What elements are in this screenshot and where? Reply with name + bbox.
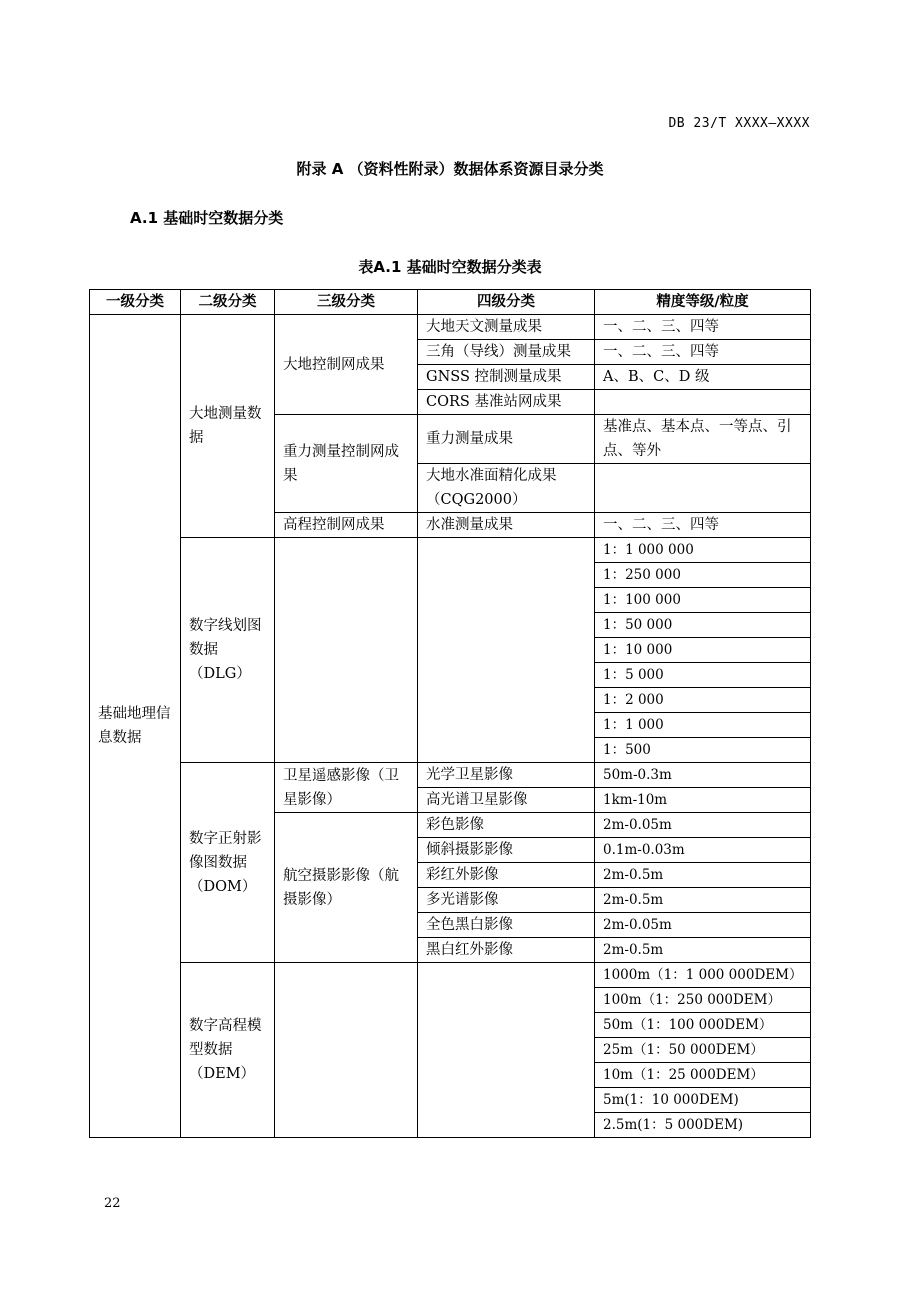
precision-cell bbox=[595, 464, 811, 513]
level3-control-network: 大地控制网成果 bbox=[275, 315, 418, 415]
scale-cell: 1：2 000 bbox=[595, 688, 811, 713]
level4-cell: GNSS 控制测量成果 bbox=[418, 365, 595, 390]
header-level2: 二级分类 bbox=[181, 290, 275, 315]
section-heading: A.1 基础时空数据分类 bbox=[130, 209, 284, 227]
level4-cell: 彩色影像 bbox=[418, 813, 595, 838]
level4-cell: 大地水准面精化成果（CQG2000） bbox=[418, 464, 595, 513]
header-level1: 一级分类 bbox=[90, 290, 181, 315]
page-number: 22 bbox=[104, 1196, 121, 1211]
level3-empty bbox=[275, 538, 418, 763]
header-level4: 四级分类 bbox=[418, 290, 595, 315]
level3-satellite: 卫星遥感影像（卫星影像） bbox=[275, 763, 418, 813]
level4-cell: 高光谱卫星影像 bbox=[418, 788, 595, 813]
precision-cell: 0.1m-0.03m bbox=[595, 838, 811, 863]
precision-cell: A、B、C、D 级 bbox=[595, 365, 811, 390]
scale-cell: 100m（1：250 000DEM） bbox=[595, 988, 811, 1013]
scale-cell: 1：50 000 bbox=[595, 613, 811, 638]
scale-cell: 10m（1：25 000DEM） bbox=[595, 1063, 811, 1088]
document-code: DB 23/T XXXX—XXXX bbox=[668, 116, 810, 131]
scale-cell: 1：100 000 bbox=[595, 588, 811, 613]
level4-cell: CORS 基准站网成果 bbox=[418, 390, 595, 415]
scale-cell: 1：1 000 000 bbox=[595, 538, 811, 563]
scale-cell: 25m（1：50 000DEM） bbox=[595, 1038, 811, 1063]
precision-cell: 2m-0.5m bbox=[595, 888, 811, 913]
level4-cell: 倾斜摄影影像 bbox=[418, 838, 595, 863]
header-level3: 三级分类 bbox=[275, 290, 418, 315]
scale-cell: 5m(1：10 000DEM) bbox=[595, 1088, 811, 1113]
precision-cell: 一、二、三、四等 bbox=[595, 513, 811, 538]
precision-cell: 一、二、三、四等 bbox=[595, 315, 811, 340]
precision-cell: 基准点、基本点、一等点、引点、等外 bbox=[595, 415, 811, 464]
precision-cell: 2m-0.5m bbox=[595, 938, 811, 963]
precision-cell: 2m-0.05m bbox=[595, 913, 811, 938]
precision-cell: 2m-0.05m bbox=[595, 813, 811, 838]
scale-cell: 1：10 000 bbox=[595, 638, 811, 663]
scale-cell: 1：1 000 bbox=[595, 713, 811, 738]
level4-cell: 三角（导线）测量成果 bbox=[418, 340, 595, 365]
table-row bbox=[90, 315, 811, 340]
level3-aerial: 航空摄影影像（航摄影像） bbox=[275, 813, 418, 963]
level4-cell: 重力测量成果 bbox=[418, 415, 595, 464]
scale-cell: 2.5m(1：5 000DEM) bbox=[595, 1113, 811, 1138]
level2-dom: 数字正射影像图数据（DOM） bbox=[181, 763, 275, 963]
table-header-row bbox=[90, 290, 811, 315]
level4-empty bbox=[418, 538, 595, 763]
level1-cell: 基础地理信息数据 bbox=[90, 315, 181, 1138]
level4-cell: 大地天文测量成果 bbox=[418, 315, 595, 340]
table-caption: 表A.1 基础时空数据分类表 bbox=[358, 258, 542, 276]
level4-cell: 光学卫星影像 bbox=[418, 763, 595, 788]
precision-cell: 1km-10m bbox=[595, 788, 811, 813]
level3-empty bbox=[275, 963, 418, 1138]
precision-cell: 一、二、三、四等 bbox=[595, 340, 811, 365]
level4-cell: 彩红外影像 bbox=[418, 863, 595, 888]
level4-cell: 多光谱影像 bbox=[418, 888, 595, 913]
header-precision: 精度等级/粒度 bbox=[595, 290, 811, 315]
level4-empty bbox=[418, 963, 595, 1138]
table-row bbox=[90, 963, 811, 988]
level4-cell: 水准测量成果 bbox=[418, 513, 595, 538]
precision-cell: 50m-0.3m bbox=[595, 763, 811, 788]
scale-cell: 1000m（1：1 000 000DEM） bbox=[595, 963, 811, 988]
scale-cell: 1：5 000 bbox=[595, 663, 811, 688]
level4-cell: 全色黑白影像 bbox=[418, 913, 595, 938]
level3-gravity-network: 重力测量控制网成果 bbox=[275, 415, 418, 513]
scale-cell: 1：250 000 bbox=[595, 563, 811, 588]
scale-cell: 1：500 bbox=[595, 738, 811, 763]
level2-dem: 数字高程模型数据（DEM） bbox=[181, 963, 275, 1138]
precision-cell: 2m-0.5m bbox=[595, 863, 811, 888]
table-row bbox=[90, 538, 811, 563]
classification-table bbox=[89, 289, 811, 1138]
table-row bbox=[90, 763, 811, 788]
scale-cell: 50m（1：100 000DEM） bbox=[595, 1013, 811, 1038]
level4-cell: 黑白红外影像 bbox=[418, 938, 595, 963]
level3-elevation-network: 高程控制网成果 bbox=[275, 513, 418, 538]
level2-geodesy: 大地测量数据 bbox=[181, 315, 275, 538]
precision-cell bbox=[595, 390, 811, 415]
appendix-title: 附录 A （资料性附录）数据体系资源目录分类 bbox=[296, 160, 604, 178]
level2-dlg: 数字线划图数据（DLG） bbox=[181, 538, 275, 763]
